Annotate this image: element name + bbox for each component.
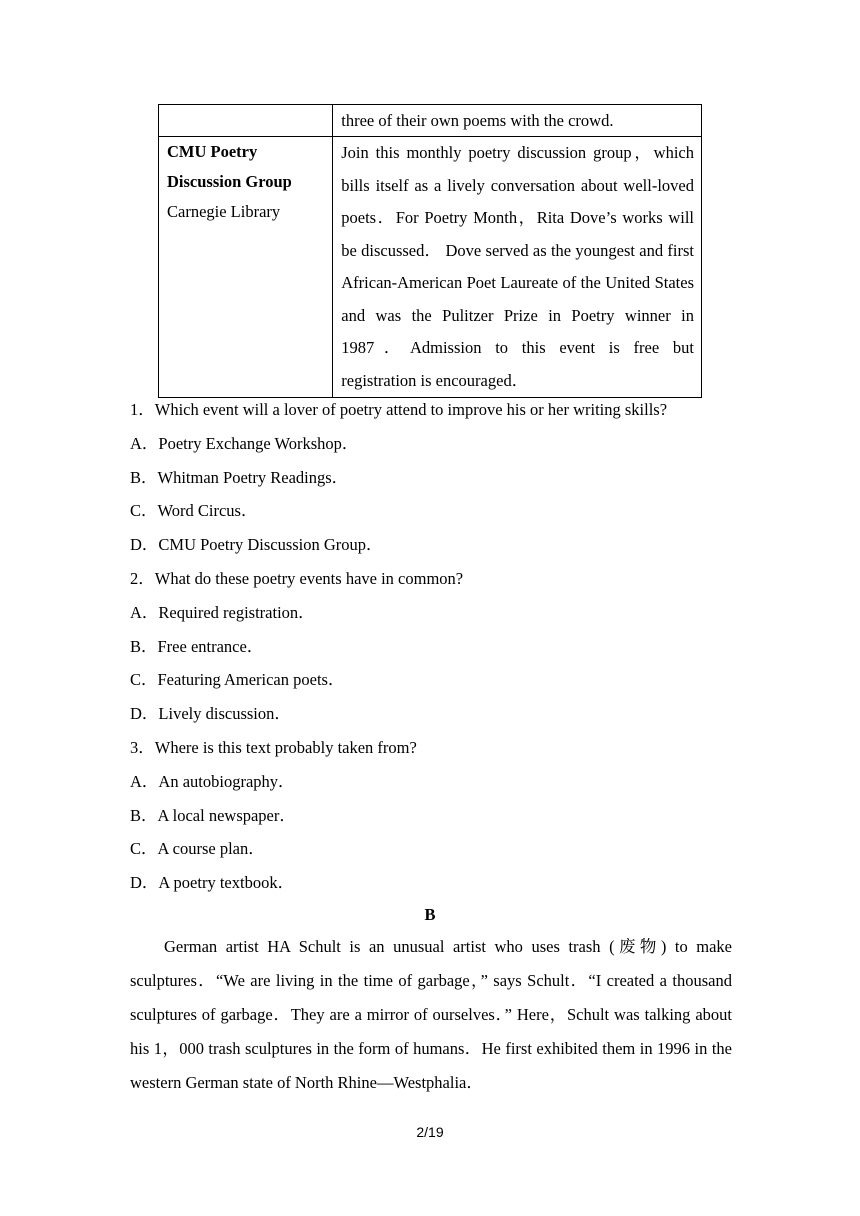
event-description: Join this monthly poetry discussion group，which bills itself as a lively conversation about well-loved poets．For Poetry Month，Rita Dove’s works will be discussed． Dove served as the youngest and first African-American Poet Laureate of the United States and was the Pulitzer Prize in Poetry winner in 1987．Admission to this event is free but registration is encouraged．	[341, 143, 694, 390]
events-table	[158, 104, 702, 398]
answer-option: C．A course plan．	[130, 839, 265, 859]
event-description: three of their own poems with the crowd.	[341, 111, 614, 130]
reading-passage	[130, 930, 732, 1100]
table-cell-description	[333, 105, 702, 137]
answer-option: B．A local newspaper．	[130, 805, 296, 825]
table-row	[159, 137, 702, 398]
answer-option: B．Free entrance．	[130, 636, 264, 656]
venue-name: Discussion Group	[167, 172, 292, 191]
table-cell-venue	[159, 137, 333, 398]
table-cell-description	[333, 137, 702, 398]
table-cell-venue	[159, 105, 333, 137]
questions-block	[130, 396, 750, 903]
question-line: 2．What do these poetry events have in common?	[130, 568, 464, 588]
answer-option: D．Lively discussion．	[130, 704, 291, 724]
answer-option: C．Featuring American poets．	[130, 670, 345, 690]
answer-option: B．Whitman Poetry Readings．	[130, 467, 349, 487]
venue-location: Carnegie Library	[167, 202, 281, 221]
answer-option: A．An autobiography．	[130, 771, 295, 791]
page-number: 2/19	[416, 1124, 444, 1140]
venue-name: CMU Poetry	[167, 142, 258, 161]
passage-paragraph: German artist HA Schult is an unusual artist who uses trash (废物) to make sculptures．“We are living in the time of garbage，” says Schult．“I created a thousand sculptures of garbage．They are a mirror of ourselves．” Here，Schult was talking about his 1，000 trash sculptures in the form of humans．He first exhibited them in 1996 in the western German state of North Rhine—Westphalia．	[130, 937, 732, 1092]
answer-option: D．CMU Poetry Discussion Group．	[130, 535, 383, 555]
answer-option: A．Poetry Exchange Workshop．	[130, 433, 359, 453]
answer-option: C．Word Circus．	[130, 501, 258, 521]
question-line: 3．Where is this text probably taken from?	[130, 737, 417, 757]
question-line: 1．Which event will a lover of poetry attend to improve his or her writing skills?	[130, 400, 668, 419]
answer-option: A．Required registration．	[130, 602, 315, 622]
section-heading: B	[424, 905, 436, 924]
answer-option: D．A poetry textbook．	[130, 873, 295, 893]
table-row	[159, 105, 702, 137]
